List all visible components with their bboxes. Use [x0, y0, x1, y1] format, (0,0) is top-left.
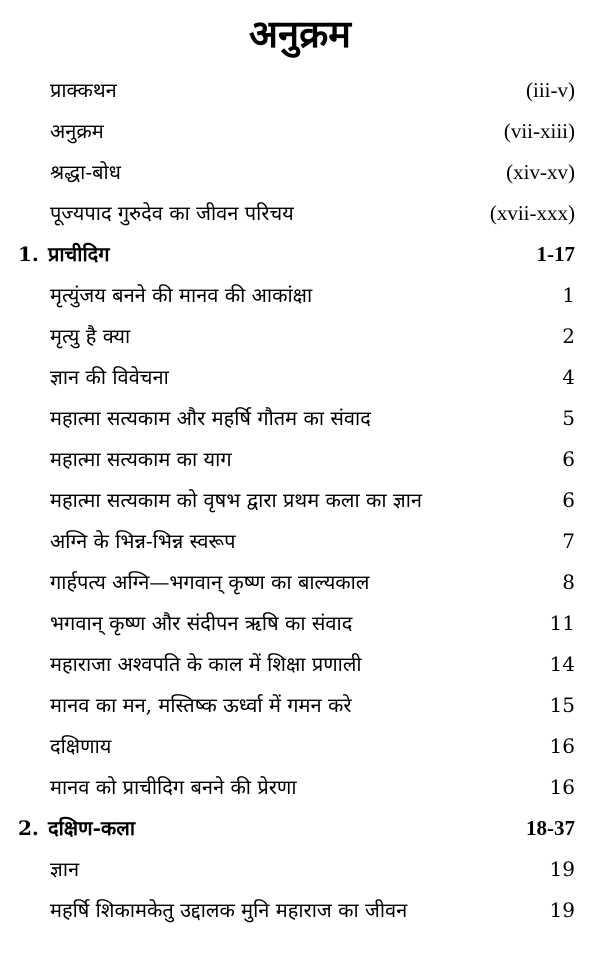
- toc-entry: [0, 849, 600, 890]
- toc-entry: [0, 726, 600, 767]
- chapter-number: 2.: [18, 816, 39, 840]
- toc-entry: [0, 603, 600, 644]
- toc-entry-page: 8: [562, 570, 575, 594]
- toc-entry-page: 14: [549, 652, 575, 676]
- toc-entry: [0, 316, 600, 357]
- toc-entry-label: मानव का मन, मस्तिष्क ऊर्ध्वा में गमन करे: [50, 693, 352, 717]
- toc-entry: [0, 70, 600, 111]
- toc-entry-page: 4: [562, 365, 575, 389]
- page-title: अनुक्रम: [248, 11, 352, 56]
- toc-entry-page: 6: [562, 488, 575, 512]
- toc-entry: [0, 644, 600, 685]
- toc-entry-page: 6: [562, 447, 575, 471]
- toc-entry: [0, 152, 600, 193]
- toc-entry-label: पूज्यपाद गुरुदेव का जीवन परिचय: [50, 201, 294, 225]
- toc-entry-label: दक्षिणाय: [50, 734, 112, 758]
- toc-entry-label: गार्हपत्य अग्नि—भगवान् कृष्ण का बाल्यकाल: [50, 570, 370, 594]
- toc-entry: [0, 111, 600, 152]
- toc-entry-page: 19: [549, 857, 575, 881]
- toc-entry-page: 7: [562, 529, 575, 553]
- toc-entry-page: 19: [549, 898, 575, 922]
- toc-entry-label: प्राक्कथन: [50, 78, 117, 102]
- toc-entry-label: महाराजा अश्वपति के काल में शिक्षा प्रणाली: [50, 652, 362, 676]
- toc-entry-pages: (vii-xiii): [503, 119, 575, 143]
- toc-entry-page: 2: [562, 324, 575, 348]
- toc-entry-page: 1: [562, 283, 575, 307]
- table-of-contents: [0, 70, 600, 931]
- toc-entry-page: 15: [549, 693, 575, 717]
- toc-entry-label: अग्नि के भिन्न-भिन्न स्वरूप: [50, 529, 236, 553]
- toc-entry-label: मृत्यु है क्या: [50, 324, 131, 348]
- toc-entry-label: अनुक्रम: [50, 119, 104, 143]
- toc-entry-label: महात्मा सत्यकाम का याग: [50, 447, 232, 471]
- toc-entry: [0, 890, 600, 931]
- toc-entry: [0, 767, 600, 808]
- toc-entry-label: ज्ञान की विवेचना: [50, 365, 169, 389]
- chapter-title: दक्षिण-कला: [48, 816, 136, 840]
- chapter-number: 1.: [18, 242, 39, 266]
- toc-entry: [0, 275, 600, 316]
- toc-entry-pages: (xiv-xv): [506, 160, 575, 184]
- toc-entry-label: महात्मा सत्यकाम को वृषभ द्वारा प्रथम कला का ज्ञान: [50, 488, 422, 512]
- toc-entry: [0, 685, 600, 726]
- toc-entry-page: 16: [549, 775, 575, 799]
- toc-entry-pages: (iii-v): [526, 78, 575, 102]
- toc-entry-page: 11: [549, 611, 575, 635]
- chapter-heading: [0, 234, 600, 275]
- toc-entry: [0, 357, 600, 398]
- toc-entry: [0, 439, 600, 480]
- chapter-pages: 18-37: [526, 816, 575, 840]
- chapter-title: प्राचीदिग: [48, 242, 110, 266]
- chapter-heading: [0, 808, 600, 849]
- toc-entry: [0, 398, 600, 439]
- toc-entry-label: महात्मा सत्यकाम और महर्षि गौतम का संवाद: [50, 406, 371, 430]
- toc-entry-pages: (xvii-xxx): [489, 201, 575, 225]
- toc-entry-page: 16: [549, 734, 575, 758]
- toc-entry-label: श्रद्धा-बोध: [50, 160, 121, 184]
- chapter-pages: 1-17: [536, 242, 575, 266]
- toc-entry-label: ज्ञान: [50, 857, 80, 881]
- toc-entry: [0, 562, 600, 603]
- toc-entry: [0, 521, 600, 562]
- toc-entry-page: 5: [562, 406, 575, 430]
- toc-entry-label: महर्षि शिकामकेतु उद्दालक मुनि महाराज का जीवन: [50, 898, 408, 922]
- toc-entry: [0, 480, 600, 521]
- toc-entry: [0, 193, 600, 234]
- toc-entry-label: मानव को प्राचीदिग बनने की प्रेरणा: [50, 775, 297, 799]
- toc-entry-label: मृत्युंजय बनने की मानव की आकांक्षा: [50, 283, 313, 307]
- toc-entry-label: भगवान् कृष्ण और संदीपन ऋषि का संवाद: [50, 611, 353, 635]
